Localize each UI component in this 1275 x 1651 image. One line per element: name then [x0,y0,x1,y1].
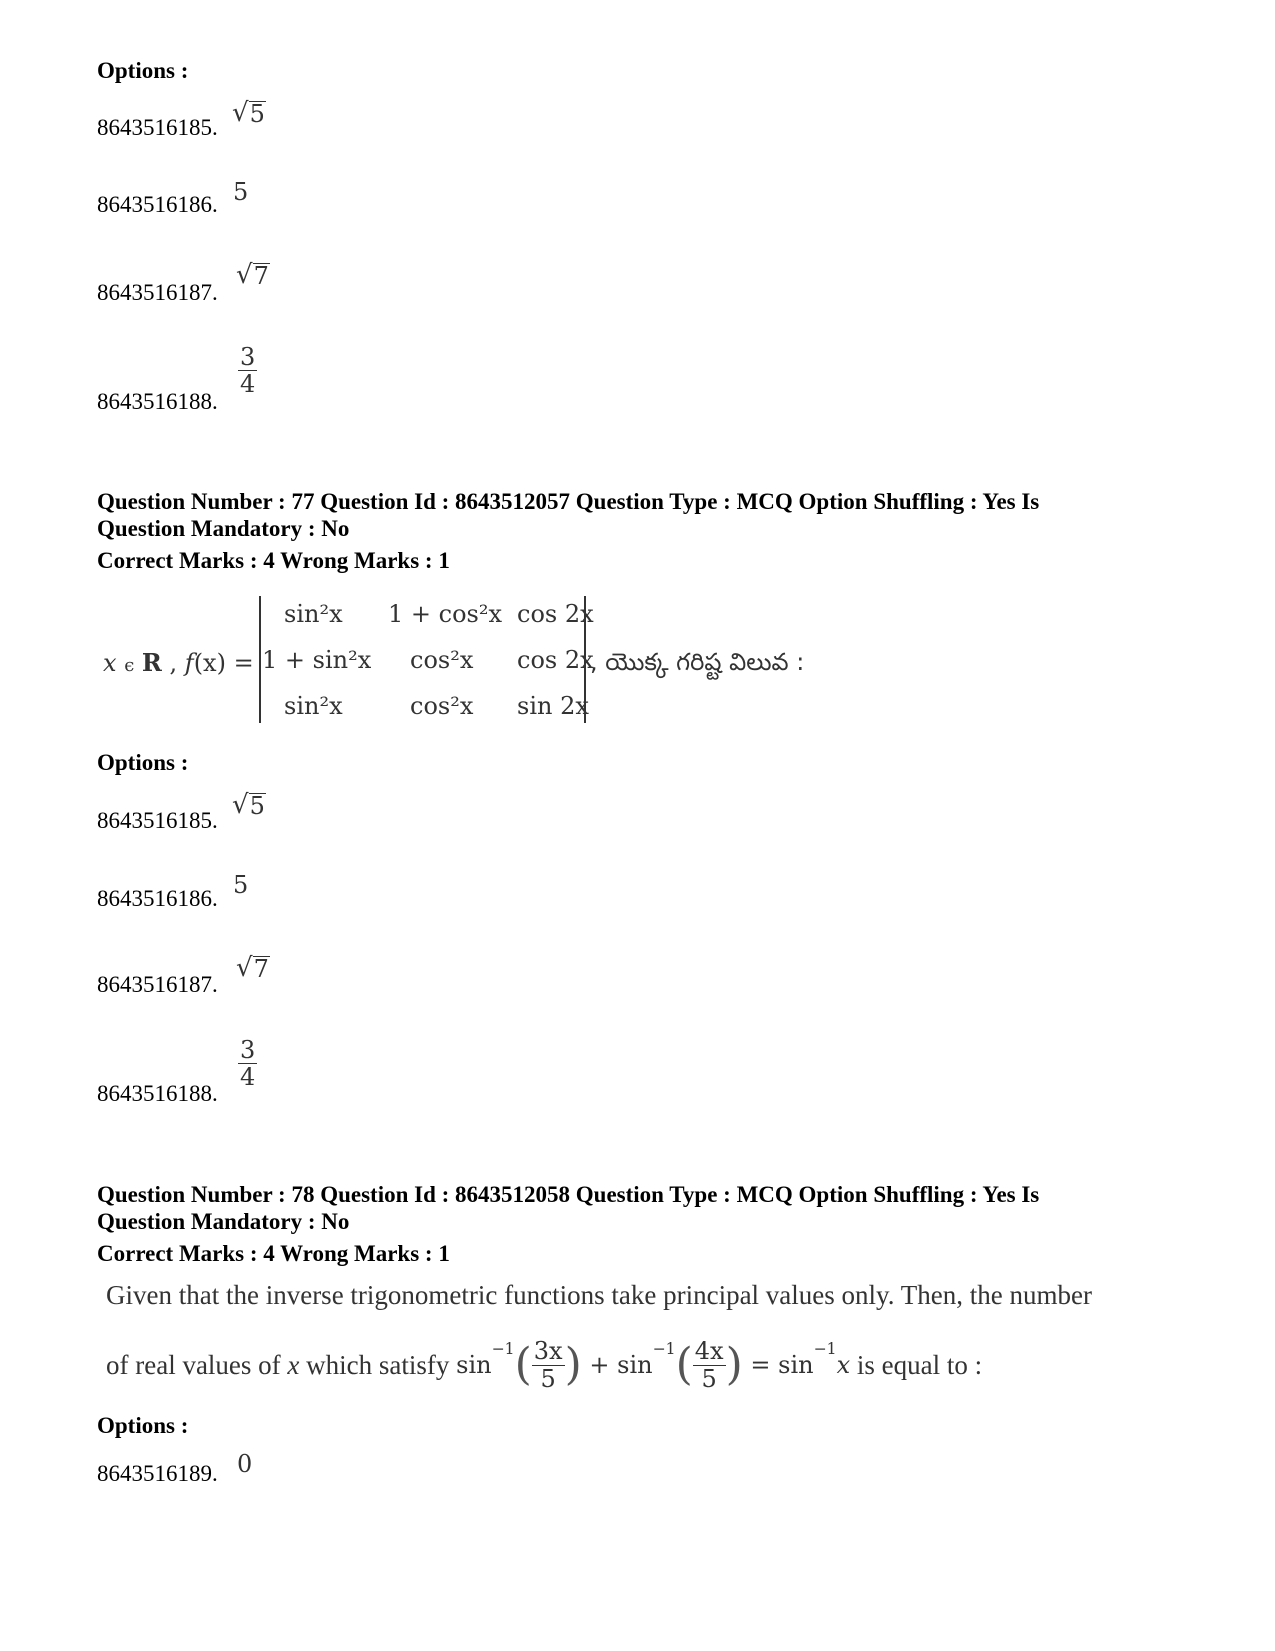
det-cell-r3c1: sin²x [284,692,343,720]
det-cell-r2c1: 1 + sin²x [262,646,372,674]
q78-text-line2: of real values of x which satisfy sin $^{-1}$ ( $\frac{3x}{5}$ ) + sin $^{-1}$ ( $\frac{4x}{5}$ ) = sin $^{-1}$ x is equal to : [106,1337,983,1393]
option-id: 8643516189. [97,1461,218,1486]
det-cell-r1c1: sin²x [284,600,343,628]
option-id: 8643516186. [97,192,218,217]
option-id: 8643516187. [97,280,218,305]
q77-header-line1: Question Number : 77 Question Id : 8643512057 Question Type : MCQ Option Shuffling : Yes Is [97,489,1040,514]
det-cell-r1c2: 1 + cos²x [388,600,502,628]
option-id: 8643516188. [97,1081,218,1106]
option-id: 8643516185. [97,115,218,140]
q77-function-prefix: x ϵ R , f(x) = [103,648,254,677]
option-sqrt-7[interactable]: √ 7 [236,260,269,290]
option-sqrt-7[interactable]: √ 7 [236,953,269,983]
determinant-left-bar [259,596,261,723]
det-cell-r3c2: cos²x [410,692,474,720]
det-cell-r2c2: cos²x [410,646,474,674]
option-fraction-3-4[interactable]: $\frac{3}{4}$ [240,343,256,399]
option-sqrt-5[interactable]: √ 5 [232,98,265,128]
option-0[interactable]: 0 [237,1450,253,1478]
q77-telugu-suffix: , యొక్క గరిష్ట విలువ : [590,648,805,676]
options-label: Options : [97,58,189,83]
det-cell-r1c3: cos 2x [517,600,594,628]
q78-text-line1: Given that the inverse trigonometric functions take principal values only. Then, the number [106,1280,1092,1310]
option-5[interactable]: 5 [233,871,249,899]
det-cell-r3c3: sin 2x [517,692,589,720]
option-5[interactable]: 5 [233,178,249,206]
q77-marks: Correct Marks : 4 Wrong Marks : 1 [97,548,450,573]
option-sqrt-5[interactable]: √ 5 [232,790,265,820]
option-fraction-3-4[interactable]: $\frac{3}{4}$ [240,1036,256,1092]
option-id: 8643516185. [97,808,218,833]
options-label: Options : [97,1413,189,1438]
options-label: Options : [97,750,189,775]
option-id: 8643516187. [97,972,218,997]
q78-header-line1: Question Number : 78 Question Id : 8643512058 Question Type : MCQ Option Shuffling : Yes Is [97,1182,1040,1207]
q77-header-line2: Question Mandatory : No [97,516,350,541]
q78-header-line2: Question Mandatory : No [97,1209,350,1234]
option-id: 8643516188. [97,389,218,414]
q78-equation: sin $^{-1}$ ( $\frac{3x}{5}$ ) + sin $^{-1}$ ( $\frac{4x}{5}$ ) = sin $^{-1}$ x [456,1337,851,1393]
option-id: 8643516186. [97,886,218,911]
det-cell-r2c3: cos 2x [517,646,594,674]
q78-marks: Correct Marks : 4 Wrong Marks : 1 [97,1241,450,1266]
